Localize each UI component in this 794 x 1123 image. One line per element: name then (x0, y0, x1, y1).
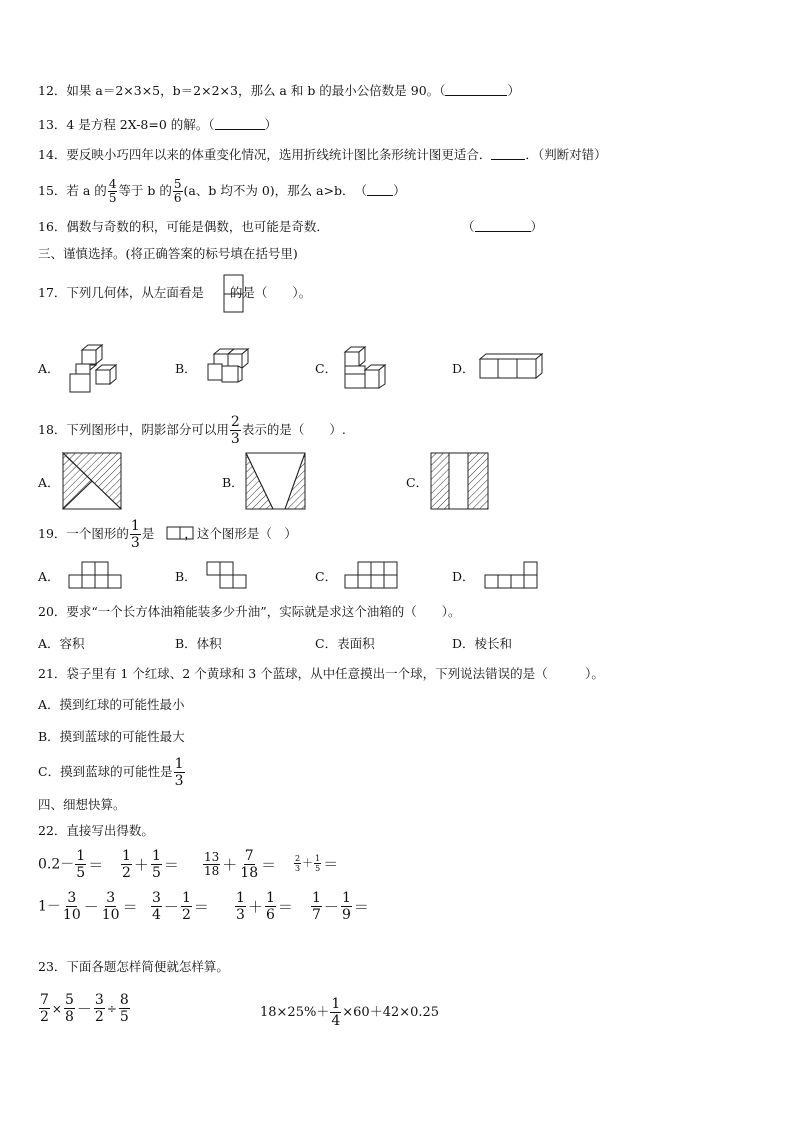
fraction (108, 178, 118, 205)
option-b-square[interactable] (245, 452, 307, 510)
denominator: 2 (122, 865, 131, 881)
answer-blank[interactable] (215, 117, 265, 130)
calc-23-1 (38, 992, 131, 1025)
equals-sign: ＝ (193, 898, 209, 916)
fraction (130, 518, 141, 551)
option-b[interactable]: B．摸到蓝球的可能性最大 (38, 729, 185, 744)
fraction (311, 890, 322, 923)
numerator: 7 (40, 992, 49, 1008)
fraction (75, 848, 86, 881)
times-sign: × (51, 1001, 62, 1016)
calc-term: ×60＋42×0.25 (342, 1005, 440, 1020)
numerator: 2 (295, 854, 301, 863)
calc-23-2 (260, 996, 439, 1029)
section-3-heading: 三、谨慎选择。(将正确答案的标号填在括号里) (38, 246, 298, 261)
option-a-cubes[interactable] (68, 344, 124, 396)
denominator: 10 (62, 907, 81, 923)
question-15 (38, 176, 406, 206)
denominator: 9 (341, 907, 351, 923)
question-16 (38, 218, 329, 236)
denominator: 6 (265, 907, 275, 923)
option-a[interactable]: A．摸到红球的可能性最小 (38, 697, 185, 712)
question-text: 下列几何体，从左面看是 (66, 285, 204, 300)
question-17 (38, 284, 311, 302)
minus-sign: － (83, 898, 99, 916)
numerator: 1 (151, 848, 161, 864)
equals-sign: ＝ (88, 856, 104, 874)
fraction (173, 178, 183, 205)
option-b-shape[interactable] (206, 561, 256, 591)
denominator: 5 (76, 865, 86, 881)
question-number: 23． (38, 959, 67, 974)
option-c-shape[interactable] (344, 561, 404, 591)
equals-sign: ＝ (122, 898, 138, 916)
numerator: 4 (108, 177, 117, 191)
fraction (151, 848, 162, 881)
divide-sign: ÷ (106, 1001, 117, 1016)
numerator: 3 (106, 890, 116, 906)
denominator: 3 (230, 431, 240, 447)
option-b-label[interactable]: B． (222, 475, 244, 490)
option-a-label[interactable]: A． (38, 361, 60, 376)
numerator: 13 (204, 850, 220, 864)
fraction (265, 890, 276, 923)
numerator: 2 (230, 414, 240, 430)
question-number: 22． (38, 823, 67, 838)
numerator: 1 (130, 518, 140, 534)
numerator: 5 (173, 177, 182, 191)
equals-sign: ＝ (261, 856, 277, 874)
question-number: 18． (38, 422, 67, 437)
fraction (294, 854, 301, 873)
question-20 (38, 603, 460, 621)
denominator: 4 (152, 907, 161, 923)
question-number: 21． (38, 666, 67, 681)
fraction (230, 414, 241, 447)
denominator: 2 (94, 1009, 104, 1025)
calc-1 (38, 848, 104, 881)
option-b-label[interactable]: B． (175, 569, 197, 584)
question-text: (a、b 均不为 0)，那么 a>b． （ (183, 183, 368, 198)
question-14 (38, 146, 607, 164)
option-c[interactable] (38, 754, 186, 790)
denominator: 18 (240, 865, 259, 881)
question-number: 19． (38, 526, 67, 541)
question-22 (38, 822, 154, 840)
minus-sign: － (163, 898, 179, 916)
question-number: 14． (38, 147, 67, 162)
left-view-figure (223, 274, 245, 314)
calc-7 (234, 890, 294, 923)
numerator: 3 (152, 890, 161, 906)
minus-sign: － (323, 898, 339, 916)
calc-3 (202, 848, 277, 881)
fraction (330, 996, 341, 1029)
question-text: 下列图形中，阴影部分可以用 (66, 422, 229, 437)
denominator: 5 (119, 1009, 129, 1025)
fraction (235, 890, 246, 923)
calc-8 (310, 890, 370, 923)
plus-sign: ＋ (247, 898, 263, 916)
fraction (174, 756, 185, 789)
question-text: 袋子里有 1 个红球、2 个黄球和 3 个蓝球，从中任意摸出一个球，下列说法错误的是（ ）。 (66, 666, 604, 681)
minus-sign: － (76, 1000, 92, 1018)
paren-close: ） (393, 183, 406, 198)
fraction (119, 992, 130, 1025)
denominator: 5 (108, 191, 117, 205)
fraction (239, 848, 259, 881)
option-a-shape[interactable] (68, 561, 126, 591)
option-a-label[interactable]: A． (38, 475, 60, 490)
plus-sign: ＋ (222, 856, 238, 874)
question-text: 表示的是（ ）. (241, 422, 346, 437)
question-text: 的是（ ）。 (229, 285, 312, 300)
question-12 (38, 82, 520, 100)
calc-5 (38, 890, 139, 923)
option-d-label[interactable]: D． (452, 569, 475, 584)
denominator: 3 (130, 535, 140, 551)
one-third-figure (166, 526, 196, 542)
question-text: 直接写出得数。 (66, 823, 154, 838)
option-c-label[interactable]: C． (406, 475, 429, 490)
option-b-cubes[interactable] (206, 346, 264, 386)
fraction (151, 890, 162, 923)
numerator: 8 (119, 992, 129, 1008)
paren-open: （ (462, 219, 475, 234)
numerator: 3 (67, 890, 77, 906)
fraction (62, 890, 82, 923)
fraction (64, 992, 75, 1025)
option-b[interactable]: B．体积 (175, 636, 222, 651)
numerator: 3 (94, 992, 104, 1008)
question-text: 要求“一个长方体油箱能装多少升油”，实际就是求这个油箱的（ ）。 (66, 604, 461, 619)
numerator: 1 (181, 890, 191, 906)
option-c-rectangle[interactable] (430, 452, 490, 510)
option-b-label[interactable]: B． (175, 361, 197, 376)
option-c[interactable]: C．表面积 (315, 636, 375, 651)
calc-6 (150, 890, 210, 923)
denominator: 6 (173, 191, 182, 205)
question-21 (38, 665, 604, 683)
question-number: 13． (38, 117, 67, 132)
numerator: 1 (315, 854, 321, 863)
numerator: 1 (331, 996, 341, 1012)
fraction (181, 890, 192, 923)
question-text: 是 (141, 526, 155, 541)
question-number: 16． (38, 219, 67, 234)
option-a-square[interactable] (62, 452, 122, 510)
option-c-label[interactable]: C． (315, 569, 338, 584)
question-text: 偶数与奇数的积，可能是偶数，也可能是奇数． (66, 219, 329, 234)
question-number: 17． (38, 285, 67, 300)
calc-term: 0.2－ (38, 856, 75, 873)
option-d-label[interactable]: D． (452, 361, 475, 376)
numerator: 5 (64, 992, 74, 1008)
option-d-cubes[interactable] (478, 351, 546, 381)
denominator: 4 (331, 1013, 341, 1029)
question-number: 12． (38, 83, 67, 98)
denominator: 7 (312, 907, 321, 923)
judge-note: ．（判断对错） (525, 147, 607, 162)
denominator: 3 (174, 773, 184, 789)
denominator: 5 (151, 865, 161, 881)
question-number: 15． (38, 183, 67, 198)
paren-close: ） (507, 83, 520, 98)
numerator: 1 (265, 890, 275, 906)
paren-close: ） (264, 117, 278, 132)
answer-blank[interactable] (491, 147, 525, 160)
question-23 (38, 958, 229, 976)
calc-2 (120, 848, 180, 881)
option-a[interactable]: A．容积 (38, 636, 85, 651)
denominator: 10 (101, 907, 120, 923)
numerator: 1 (174, 756, 184, 772)
equals-sign: ＝ (277, 898, 293, 916)
fraction (121, 848, 132, 881)
denominator: 5 (315, 864, 321, 873)
denominator: 2 (181, 907, 191, 923)
answer-blank[interactable] (367, 183, 393, 196)
question-text: 下面各题怎样简便就怎样算。 (66, 959, 229, 974)
question-text: ，这个图形是（ ） (184, 526, 297, 541)
fraction (314, 854, 321, 873)
question-13 (38, 116, 277, 134)
numerator: 1 (122, 848, 131, 864)
fraction (39, 992, 50, 1025)
question-text: 4 是方程 2X-8=0 的解。（ (66, 117, 215, 132)
numerator: 1 (312, 890, 321, 906)
denominator: 3 (236, 907, 245, 923)
equals-sign: ＝ (353, 898, 369, 916)
question-text: 一个图形的 (66, 526, 129, 541)
fraction (101, 890, 121, 923)
equals-sign: ＝ (323, 855, 339, 873)
denominator: 2 (40, 1009, 49, 1025)
calc-term: 18×25%＋ (260, 1005, 330, 1020)
plus-sign: ＋ (302, 856, 314, 870)
option-text: C．摸到蓝球的可能性是 (38, 764, 173, 779)
fraction (341, 890, 352, 923)
paren-close: ） (530, 219, 544, 234)
question-16-answer (462, 218, 543, 236)
answer-blank[interactable] (475, 219, 531, 232)
plus-sign: ＋ (133, 856, 149, 874)
calc-term: 1－ (38, 898, 61, 915)
answer-blank[interactable] (445, 83, 507, 96)
section-4-heading: 四、细想快算。 (38, 797, 126, 812)
question-number: 20． (38, 604, 67, 619)
option-d[interactable]: D．棱长和 (452, 636, 513, 651)
question-18 (38, 414, 346, 447)
numerator: 1 (76, 848, 86, 864)
option-c-label[interactable]: C． (315, 361, 338, 376)
denominator: 8 (64, 1009, 74, 1025)
fraction (94, 992, 105, 1025)
option-c-cubes[interactable] (343, 344, 391, 392)
denominator: 18 (204, 864, 220, 878)
question-text: 要反映小巧四年以来的体重变化情况，选用折线统计图比条形统计图更适合． (66, 147, 492, 162)
fraction (203, 851, 220, 878)
option-a-label[interactable]: A． (38, 569, 60, 584)
question-text: 等于 b 的 (118, 183, 172, 198)
question-text: 如果 a＝2×3×5，b＝2×2×3，那么 a 和 b 的最小公倍数是 90。（ (66, 83, 446, 98)
equals-sign: ＝ (163, 856, 179, 874)
option-d-shape[interactable] (482, 561, 544, 591)
question-text: 若 a 的 (66, 183, 107, 198)
denominator: 3 (295, 864, 301, 873)
numerator: 1 (341, 890, 351, 906)
calc-4 (293, 853, 339, 874)
numerator: 7 (244, 848, 254, 864)
numerator: 1 (236, 890, 245, 906)
